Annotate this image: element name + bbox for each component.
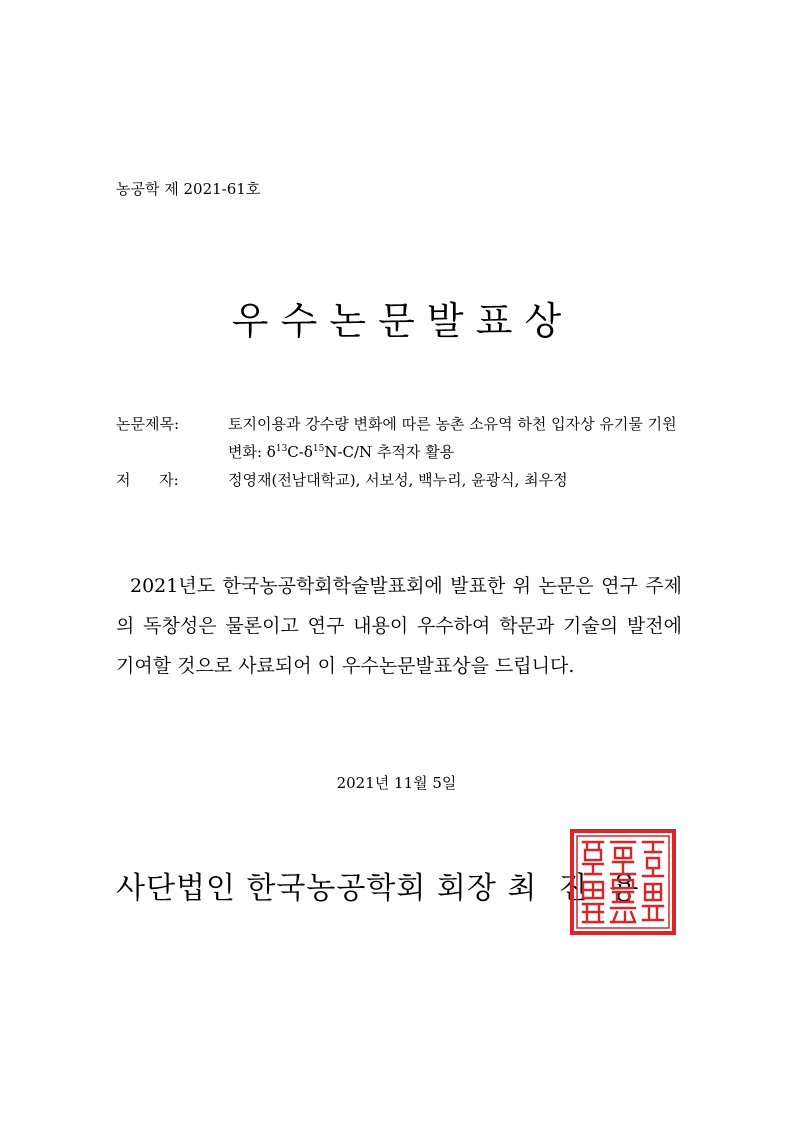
certificate-body-text: 2021년도 한국농공학회학술발표회에 발표한 위 논문은 연구 주제의 독창성은 물론이고 연구 내용이 우수하여 학문과 기술의 발전에 기여할 것으로 사료되어 이 우수논문발표상을 드립니다.: [116, 575, 682, 677]
paper-title-label: 논문제목:: [116, 415, 180, 433]
paper-title-prefix: 변화: δ: [228, 443, 276, 461]
paper-title-line-1: 토지이용과 강수량 변화에 따른 농촌 소유역 하천 입자상 유기물 기원: [228, 415, 677, 433]
certificate-body: [116, 566, 682, 686]
paper-title-suffix: N-C/N 추적자 활용: [324, 443, 455, 461]
paper-title-mid: C-δ: [287, 443, 313, 461]
official-seal-icon: [569, 828, 677, 936]
signature-line: 사단법인 한국농공학회 회장 최 진 용: [116, 871, 640, 906]
author-list: 정영재(전남대학교), 서보성, 백누리, 윤광식, 최우정: [228, 471, 568, 489]
issue-date: 2021년 11월 5일: [336, 774, 457, 792]
author-label: 저 자:: [116, 471, 179, 489]
isotope-superscript-nitrogen: 15: [312, 444, 325, 454]
paper-title-line-2: [228, 441, 454, 462]
certificate-number: 농공학 제 2021-61호: [116, 180, 261, 198]
certificate-title: 우 수 논 문 발 표 상: [231, 299, 562, 343]
isotope-superscript-carbon: 13: [275, 444, 288, 454]
